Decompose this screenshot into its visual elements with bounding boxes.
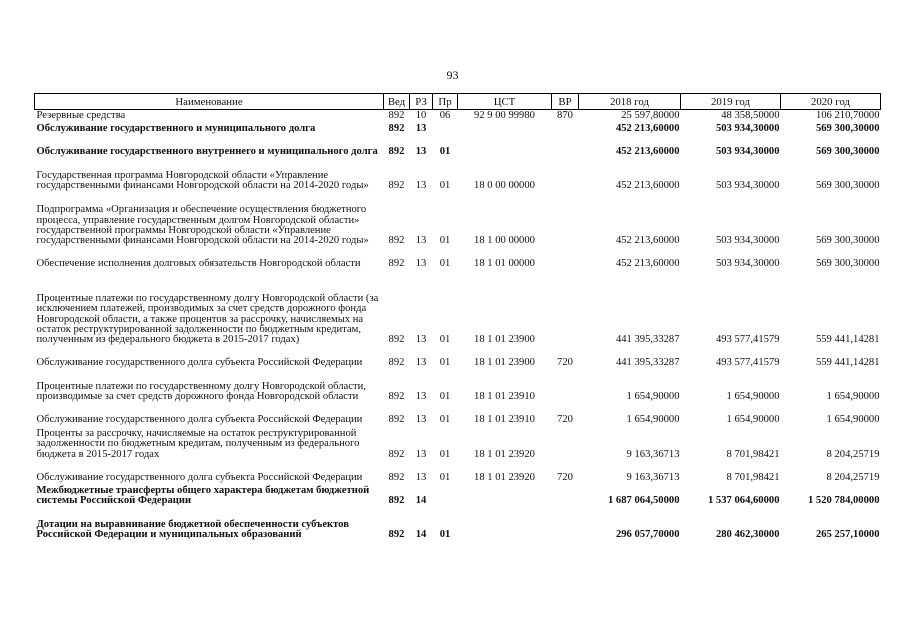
cell-2020: 569 300,30000: [815, 146, 880, 158]
cell-2018: 452 213,60000: [615, 235, 680, 247]
cell-pr: 01: [439, 180, 451, 192]
column-header-name: Наименование: [35, 94, 384, 110]
cell-cst: 18 1 01 00000: [474, 258, 535, 270]
cell-cst: 18 1 00 00000: [474, 235, 535, 247]
table-row: [35, 426, 881, 460]
cell-cst: 18 1 01 23910: [474, 391, 535, 403]
cell-cst: 18 1 01 23920: [474, 471, 535, 483]
cell-name: Государственная программа Новгородской области «Управление государственными финансами Новгородской области на 2014-2020 годы»: [36, 170, 369, 192]
cell-2019: 493 577,41579: [715, 334, 780, 346]
cell-pr: 01: [439, 391, 451, 403]
table-row: [35, 247, 881, 270]
column-header-pr: Пр: [433, 94, 458, 110]
cell-pr: 01: [439, 146, 451, 158]
cell-2020: 1 654,90000: [826, 391, 880, 403]
cell-ved: 892: [388, 414, 405, 426]
cell-name: Процентные платежи по государственному долгу Новгородской области (за исключением платежей, производимых за счет средств дорожного фонда Новгородской области, а также процентов за рассрочку, начисляемых на остаток реструктурированной задолженности по бюджетным кредитам, полученным из федерального бюджета в 2015-2017 годах): [36, 292, 379, 346]
cell-ved: 892: [388, 495, 405, 507]
cell-ved: 892: [388, 180, 405, 192]
cell-pr: 01: [439, 357, 451, 369]
cell-vr: [552, 192, 579, 247]
cell-ved: 892: [388, 334, 405, 346]
table-row: [35, 110, 881, 122]
cell-rz: 13: [415, 357, 427, 369]
cell-2018: 452 213,60000: [615, 146, 680, 158]
cell-2020: 569 300,30000: [815, 123, 880, 135]
cell-vr: 720: [557, 357, 573, 369]
cell-2020: 1 520 784,00000: [807, 495, 880, 507]
cell-vr: [552, 121, 579, 134]
cell-2018: 25 597,80000: [621, 110, 680, 121]
cell-2020: 559 441,14281: [815, 334, 880, 346]
cell-rz: 14: [415, 495, 427, 507]
cell-2018: 452 213,60000: [615, 258, 680, 270]
cell-pr: [433, 121, 458, 134]
cell-2020: 1 654,90000: [826, 414, 880, 426]
cell-2019: 1 654,90000: [726, 391, 780, 403]
cell-2019: 48 358,50000: [721, 110, 780, 121]
cell-pr: 06: [439, 110, 451, 121]
cell-rz: 13: [415, 123, 427, 135]
cell-rz: 10: [415, 110, 427, 121]
cell-2019: 493 577,41579: [715, 357, 780, 369]
column-header-vr: ВР: [552, 94, 579, 110]
cell-vr: [552, 158, 579, 192]
table-row: [35, 346, 881, 369]
table-row: [35, 460, 881, 483]
cell-ved: 892: [388, 123, 405, 135]
cell-2018: 441 395,33287: [615, 334, 680, 346]
cell-ved: 892: [388, 146, 405, 158]
table-row: [35, 192, 881, 247]
cell-2019: 503 934,30000: [715, 180, 780, 192]
table-row: [35, 158, 881, 192]
table-row: [35, 121, 881, 134]
cell-name: Обслуживание государственного долга субъекта Российской Федерации: [36, 471, 363, 483]
table-header-row: [35, 94, 881, 110]
cell-2019: 503 934,30000: [715, 235, 780, 247]
cell-ved: 892: [388, 357, 405, 369]
cell-2020: 569 300,30000: [815, 258, 880, 270]
cell-cst: 18 1 01 23900: [474, 334, 535, 346]
cell-rz: 14: [415, 529, 427, 541]
cell-rz: 13: [415, 334, 427, 346]
cell-name: Обслуживание государственного долга субъекта Российской Федерации: [36, 414, 363, 426]
cell-rz: 13: [415, 391, 427, 403]
cell-2018: 296 057,70000: [615, 529, 680, 541]
cell-vr: [552, 369, 579, 403]
cell-vr: 870: [557, 110, 573, 121]
cell-name: Обслуживание государственного и муниципального долга: [36, 123, 316, 135]
cell-cst: [458, 507, 552, 541]
column-header-cst: ЦСТ: [458, 94, 552, 110]
cell-rz: 13: [415, 235, 427, 247]
cell-2020: 8 204,25719: [826, 471, 880, 483]
cell-name: Процентные платежи по государственному долгу Новгородской области, производимые за счет средств дорожного фонда Новгородской области: [36, 381, 366, 403]
cell-2019: 503 934,30000: [715, 146, 780, 158]
cell-2020: 265 257,10000: [815, 529, 880, 541]
cell-name: Межбюджетные трансферты общего характера бюджетам бюджетной системы Российской Федерации: [36, 485, 370, 507]
cell-rz: 13: [415, 448, 427, 460]
cell-2020: 569 300,30000: [815, 235, 880, 247]
cell-2018: 1 654,90000: [626, 391, 680, 403]
table-row: [35, 135, 881, 158]
cell-vr: [552, 135, 579, 158]
cell-name: Обслуживание государственного долга субъекта Российской Федерации: [36, 357, 363, 369]
column-header-2019: 2019 год: [681, 94, 781, 110]
cell-ved: 892: [388, 258, 405, 270]
cell-ved: 892: [388, 110, 405, 121]
cell-ved: 892: [388, 391, 405, 403]
cell-rz: 13: [415, 180, 427, 192]
cell-2018: 441 395,33287: [615, 357, 680, 369]
cell-vr: 720: [557, 414, 573, 426]
cell-cst: 18 0 00 00000: [474, 180, 535, 192]
cell-2020: 106 210,70000: [815, 110, 880, 121]
cell-2020: 8 204,25719: [826, 448, 880, 460]
column-header-rz: РЗ: [410, 94, 433, 110]
cell-vr: [552, 426, 579, 460]
cell-2019: 1 537 064,60000: [707, 495, 780, 507]
column-header-ved: Вед: [384, 94, 410, 110]
cell-2019: 8 701,98421: [726, 448, 780, 460]
cell-pr: 01: [439, 529, 451, 541]
cell-name: Проценты за рассрочку, начисляемые на остаток реструктурированной задолженности по бюджетным кредитам, полученным из федерального бюджета в 2015-2017 годах: [36, 427, 360, 460]
cell-ved: 892: [388, 235, 405, 247]
cell-pr: 01: [439, 448, 451, 460]
cell-name: Резервные средства: [36, 110, 126, 121]
cell-name: Дотации на выравнивание бюджетной обеспеченности субъектов Российской Федерации и муниципальных образований: [36, 519, 349, 541]
cell-ved: 892: [388, 448, 405, 460]
cell-rz: 13: [415, 414, 427, 426]
cell-cst: [458, 135, 552, 158]
cell-cst: 18 1 01 23910: [474, 414, 535, 426]
page-number: 93: [446, 68, 459, 82]
cell-pr: 01: [439, 235, 451, 247]
cell-cst: [458, 483, 552, 507]
cell-2019: 1 654,90000: [726, 414, 780, 426]
cell-vr: 720: [557, 471, 573, 483]
cell-name: Обслуживание государственного внутреннего и муниципального долга: [36, 146, 378, 158]
cell-pr: [433, 483, 458, 507]
cell-name: Подпрограмма «Организация и обеспечение осуществления бюджетного процесса, управление государственным долгом Новгородской области» государственной программы Новгородской области «Управление государственными финансами Новгородской области на 2014-2020 годы»: [36, 204, 369, 247]
cell-2018: 9 163,36713: [626, 448, 680, 460]
cell-2020: 569 300,30000: [815, 180, 880, 192]
cell-cst: 18 1 01 23920: [474, 448, 535, 460]
cell-rz: 13: [415, 146, 427, 158]
cell-2018: 1 687 064,50000: [607, 495, 680, 507]
column-header-2018: 2018 год: [579, 94, 681, 110]
cell-pr: 01: [439, 414, 451, 426]
cell-pr: 01: [439, 471, 451, 483]
table-row: [35, 403, 881, 426]
cell-cst: [458, 121, 552, 134]
budget-table: [34, 93, 881, 541]
cell-vr: [552, 247, 579, 270]
column-header-2020: 2020 год: [781, 94, 881, 110]
table-row: [35, 369, 881, 403]
cell-vr: [552, 507, 579, 541]
cell-2018: 452 213,60000: [615, 123, 680, 135]
cell-rz: 13: [415, 258, 427, 270]
cell-vr: [552, 483, 579, 507]
cell-2019: 8 701,98421: [726, 471, 780, 483]
cell-2018: 1 654,90000: [626, 414, 680, 426]
cell-2019: 280 462,30000: [715, 529, 780, 541]
cell-rz: 13: [415, 471, 427, 483]
cell-2018: 9 163,36713: [626, 471, 680, 483]
cell-cst: 18 1 01 23900: [474, 357, 535, 369]
cell-ved: 892: [388, 471, 405, 483]
cell-pr: 01: [439, 258, 451, 270]
cell-2019: 503 934,30000: [715, 258, 780, 270]
cell-2018: 452 213,60000: [615, 180, 680, 192]
cell-pr: 01: [439, 334, 451, 346]
table-row: [35, 270, 881, 346]
table-row: [35, 507, 881, 541]
cell-2020: 559 441,14281: [815, 357, 880, 369]
cell-cst: 92 9 00 99980: [474, 110, 535, 121]
cell-vr: [552, 270, 579, 346]
table-row: [35, 483, 881, 507]
cell-2019: 503 934,30000: [715, 123, 780, 135]
cell-name: Обеспечение исполнения долговых обязательств Новгородской области: [36, 258, 361, 270]
cell-ved: 892: [388, 529, 405, 541]
